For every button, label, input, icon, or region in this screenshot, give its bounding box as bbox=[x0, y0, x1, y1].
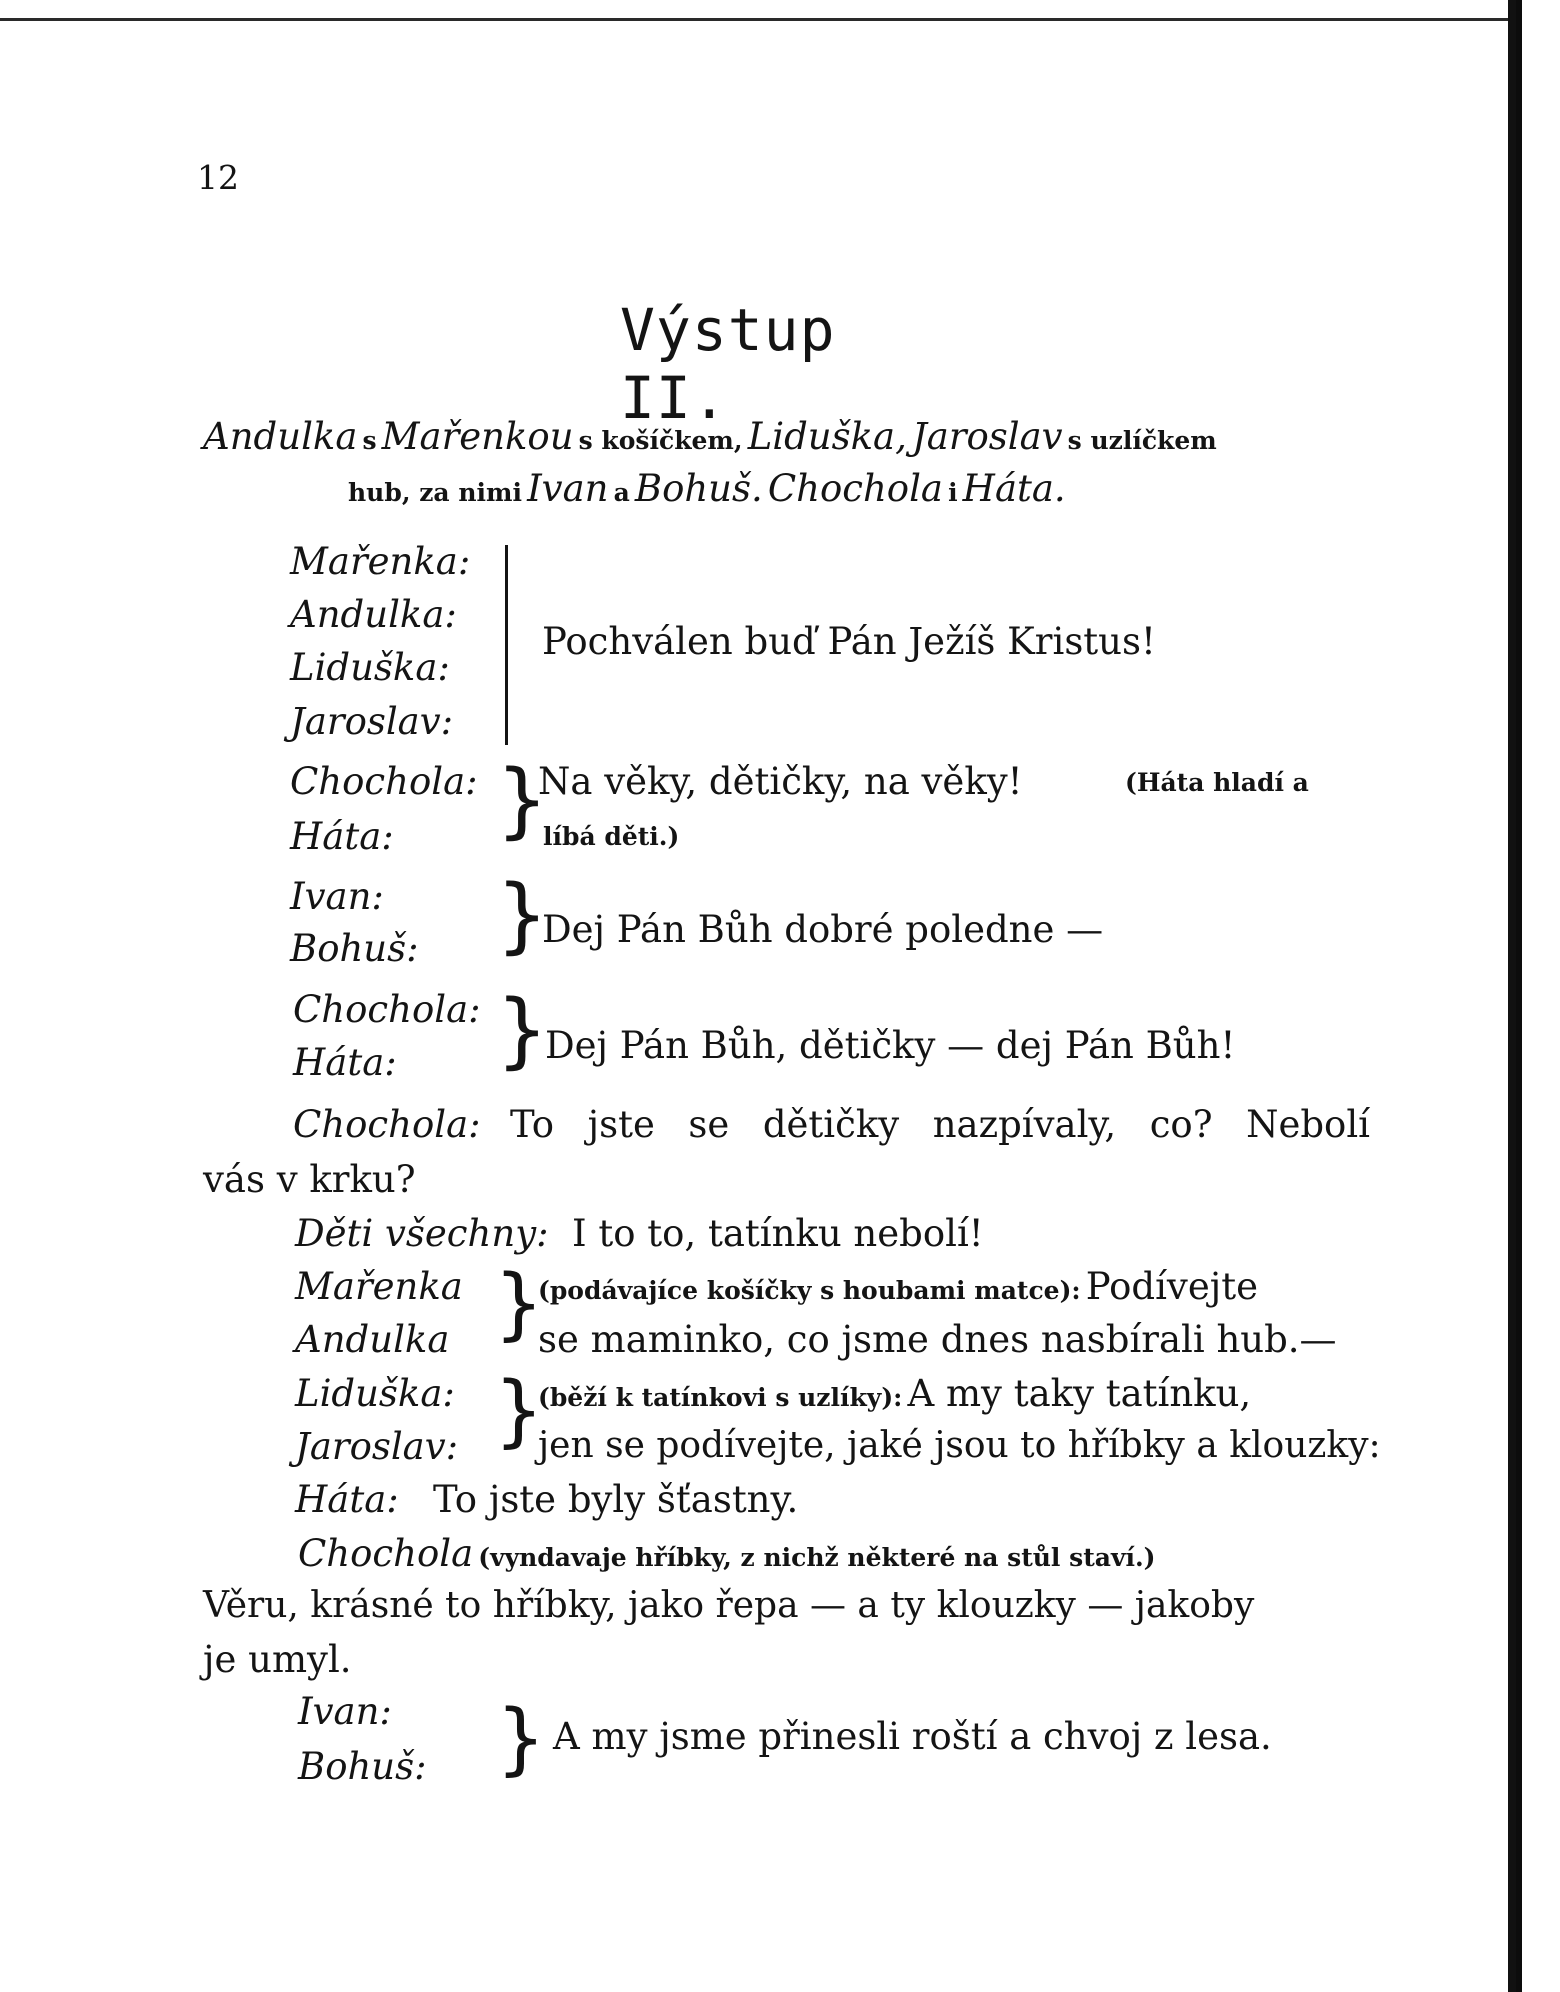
speaker-name: Chochola: bbox=[293, 988, 481, 1031]
brace-group-6: } bbox=[494, 1366, 544, 1456]
dialogue-line: To jste byly šťastny. bbox=[433, 1478, 799, 1521]
speaker-name: Liduška: bbox=[290, 646, 450, 689]
speaker-name: Háta: bbox=[295, 1478, 399, 1521]
dialogue-line: I to to, tatínku nebolí! bbox=[572, 1212, 984, 1255]
dialogue-line: jen se podívejte, jaké jsou to hříbky a klouzky: bbox=[538, 1425, 1381, 1466]
brace-group-4: } bbox=[496, 983, 549, 1078]
dialogue-line: vás v krku? bbox=[203, 1158, 416, 1201]
stage-direction-line-2: hub, za nimi Ivan a Bohuš. Chochola i Háta. bbox=[348, 467, 1066, 510]
speaker-name: Mařenka: bbox=[290, 540, 471, 583]
dialogue-line: A my jsme přinesli roští a chvoj z lesa. bbox=[553, 1715, 1272, 1758]
dialogue-line: je umyl. bbox=[203, 1638, 352, 1681]
speaker-name: Chochola: bbox=[290, 760, 478, 803]
dialogue-line: Dej Pán Bůh, dětičky — dej Pán Bůh! bbox=[545, 1024, 1236, 1067]
stage-direction-line-1: Andulka s Mařenkou s košíčkem, Liduška, Jaroslav s uzlíčkem bbox=[203, 415, 1217, 458]
speaker-name: Andulka bbox=[295, 1318, 450, 1361]
brace-group-2: } bbox=[496, 753, 549, 848]
speaker-name: Andulka: bbox=[290, 593, 457, 636]
dialogue-line: (podávajíce košíčky s houbami matce): Podívejte bbox=[538, 1265, 1258, 1308]
speaker-name: Bohuš: bbox=[290, 927, 419, 970]
brace-group-1 bbox=[505, 545, 508, 745]
speaker-name: Jaroslav: bbox=[290, 700, 454, 743]
stage-direction: (Háta hladí a bbox=[1125, 768, 1309, 797]
brace-group-5: } bbox=[494, 1259, 544, 1349]
right-edge bbox=[1516, 0, 1560, 1992]
stage-direction: líbá děti.) bbox=[543, 822, 680, 851]
right-border bbox=[1508, 0, 1516, 1992]
brace-group-3: } bbox=[496, 868, 549, 963]
dialogue-line: (běží k tatínkovi s uzlíky): A my taky tatínku, bbox=[538, 1372, 1252, 1415]
speaker-name: Bohuš: bbox=[298, 1745, 427, 1788]
speaker-name: Chochola bbox=[298, 1532, 474, 1575]
dialogue-line: Na věky, dětičky, na věky! bbox=[538, 760, 1023, 803]
speaker-name: Děti všechny: bbox=[295, 1212, 549, 1255]
speaker-name: Ivan: bbox=[298, 1690, 392, 1733]
speaker-name: Mařenka bbox=[295, 1265, 463, 1308]
speaker-name: Háta: bbox=[293, 1041, 397, 1084]
name-marenkou: Mařenkou bbox=[381, 415, 574, 458]
speaker-name: Ivan: bbox=[290, 875, 384, 918]
speaker-name: Liduška: bbox=[295, 1372, 455, 1415]
page-number: 12 bbox=[197, 158, 239, 197]
dialogue-line: Dej Pán Bůh dobré poledne — bbox=[542, 908, 1104, 951]
brace-group-7: } bbox=[496, 1694, 546, 1784]
name-andulka: Andulka bbox=[203, 415, 358, 458]
scene-title: Výstup II. bbox=[620, 296, 836, 432]
speaker-name: Háta: bbox=[290, 815, 394, 858]
dialogue-line: se maminko, co jsme dnes nasbírali hub.— bbox=[538, 1318, 1337, 1361]
dialogue-line: Chochola (vyndavaje hříbky, z nichž některé na stůl staví.) bbox=[298, 1532, 1156, 1575]
dialogue-line: Pochválen buď Pán Ježíš Kristus! bbox=[542, 620, 1156, 663]
dialogue-line: Věru, krásné to hříbky, jako řepa — a ty klouzky — jakoby bbox=[203, 1585, 1255, 1626]
speaker-name: Jaroslav: bbox=[295, 1425, 459, 1468]
speaker-name: Chochola: bbox=[293, 1103, 481, 1146]
dialogue-line: To jste se dětičky nazpívaly, co? Nebolí bbox=[510, 1103, 1370, 1146]
top-rule bbox=[0, 18, 1508, 21]
